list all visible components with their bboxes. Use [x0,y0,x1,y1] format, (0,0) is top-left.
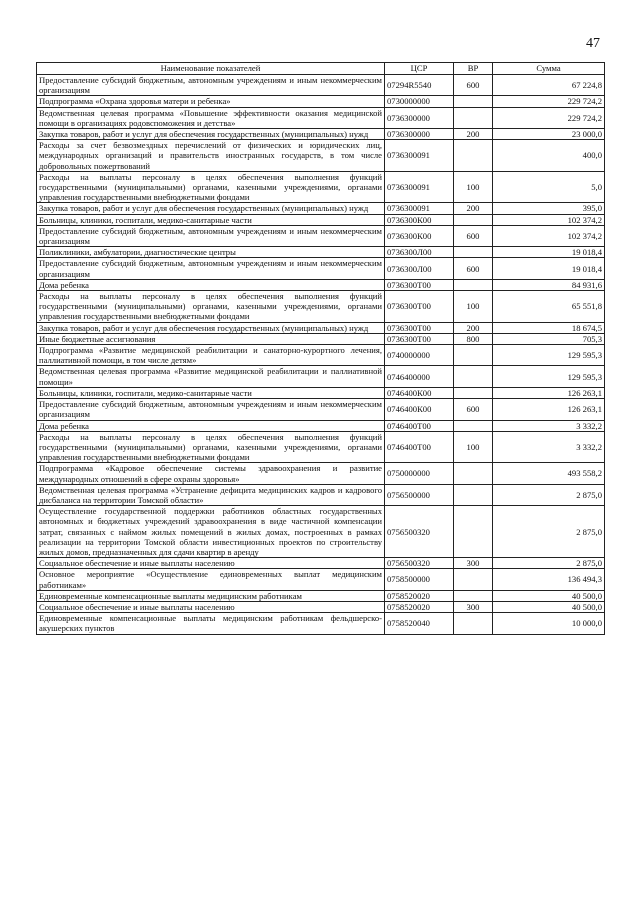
cell-csr: 0758520020 [385,601,454,612]
cell-csr: 0730000000 [385,96,454,107]
cell-vr [454,463,493,484]
cell-name: Больницы, клиники, госпитали, медико-санитарные части [37,387,385,398]
cell-csr: 0746400К00 [385,399,454,420]
cell-vr: 200 [454,203,493,214]
cell-name: Единовременные компенсационные выплаты медицинским работникам [37,590,385,601]
cell-csr: 0756500320 [385,558,454,569]
table-row [37,420,605,431]
cell-sum: 102 374,2 [493,214,605,225]
table-row [37,558,605,569]
cell-name: Осуществление государственной поддержки работников областных государственных автономных и бюджетных учреждений здравоохранения в виде частичной компенсации затрат, связанных с наймом жилых помещений в жилых домах, построенных в рамках реализации на территории Томской области инвестиционных проектов по строительству жилых домов, предназначенных для сдачи квартир в аренду [37,506,385,558]
cell-vr [454,140,493,172]
cell-vr [454,613,493,634]
cell-sum: 395,0 [493,203,605,214]
table-row [37,333,605,344]
cell-vr: 300 [454,558,493,569]
cell-csr: 0736300091 [385,140,454,172]
cell-name: Закупка товаров, работ и услуг для обеспечения государственных (муниципальных) нужд [37,129,385,140]
cell-name: Предоставление субсидий бюджетным, автономным учреждениям и иным некоммерческим организациям [37,75,385,96]
cell-vr [454,345,493,366]
cell-sum: 705,3 [493,333,605,344]
cell-sum: 84 931,6 [493,279,605,290]
cell-sum: 229 724,2 [493,96,605,107]
table-row [37,322,605,333]
cell-name: Поликлиники, амбулатории, диагностические центры [37,247,385,258]
table-body [37,75,605,635]
cell-sum: 2 875,0 [493,484,605,505]
cell-csr: 0736300000 [385,129,454,140]
cell-csr: 0740000000 [385,345,454,366]
cell-sum: 229 724,2 [493,107,605,128]
table-row [37,431,605,463]
cell-sum: 40 500,0 [493,601,605,612]
cell-name: Подпрограмма «Кадровое обеспечение системы здравоохранения и развитие международных отношений в сфере охраны здоровья» [37,463,385,484]
cell-vr [454,420,493,431]
cell-vr [454,590,493,601]
header-csr: ЦСР [385,63,454,75]
cell-csr: 0746400000 [385,366,454,387]
cell-name: Основное мероприятие «Осуществление единовременных выплат медицинским работникам» [37,569,385,590]
table-row [37,569,605,590]
cell-vr: 100 [454,171,493,203]
cell-name: Социальное обеспечение и иные выплаты населению [37,558,385,569]
cell-vr: 600 [454,75,493,96]
cell-name: Ведомственная целевая программа «Развитие медицинской реабилитации и паллиативной помощи» [37,366,385,387]
cell-name: Единовременные компенсационные выплаты медицинским работникам фельдшерско-акушерских пунктов [37,613,385,634]
table-row [37,247,605,258]
table-row [37,107,605,128]
table-row [37,613,605,634]
cell-csr: 0756500320 [385,506,454,558]
cell-vr: 100 [454,291,493,323]
table-row [37,96,605,107]
cell-vr: 600 [454,399,493,420]
cell-csr: 0756500000 [385,484,454,505]
table-row [37,484,605,505]
cell-csr: 07294R5540 [385,75,454,96]
cell-sum: 19 018,4 [493,247,605,258]
table-row [37,506,605,558]
cell-vr: 100 [454,431,493,463]
cell-vr [454,96,493,107]
table-row [37,601,605,612]
cell-csr: 0746400Т00 [385,431,454,463]
cell-csr: 0736300Т00 [385,322,454,333]
cell-csr: 0736300091 [385,203,454,214]
cell-sum: 126 263,1 [493,387,605,398]
table-row [37,366,605,387]
cell-csr: 0746400К00 [385,387,454,398]
cell-vr: 600 [454,258,493,279]
cell-sum: 129 595,3 [493,345,605,366]
cell-name: Иные бюджетные ассигнования [37,333,385,344]
cell-name: Ведомственная целевая программа «Повышение эффективности оказания медицинской помощи в организациях родовспоможения и детства» [37,107,385,128]
table-row [37,140,605,172]
cell-sum: 126 263,1 [493,399,605,420]
table-row [37,203,605,214]
cell-sum: 67 224,8 [493,75,605,96]
cell-sum: 40 500,0 [493,590,605,601]
table-row [37,399,605,420]
table-header-row [37,63,605,75]
cell-name: Больницы, клиники, госпитали, медико-санитарные части [37,214,385,225]
cell-vr: 800 [454,333,493,344]
header-vr: ВР [454,63,493,75]
header-name: Наименование показателей [37,63,385,75]
cell-csr: 0758520020 [385,590,454,601]
cell-sum: 23 000,0 [493,129,605,140]
cell-sum: 2 875,0 [493,558,605,569]
cell-sum: 3 332,2 [493,431,605,463]
table-row [37,171,605,203]
cell-vr [454,366,493,387]
cell-name: Закупка товаров, работ и услуг для обеспечения государственных (муниципальных) нужд [37,203,385,214]
cell-sum: 18 674,5 [493,322,605,333]
cell-name: Закупка товаров, работ и услуг для обеспечения государственных (муниципальных) нужд [37,322,385,333]
cell-name: Предоставление субсидий бюджетным, автономным учреждениям и иным некоммерческим организациям [37,399,385,420]
cell-csr: 0736300Т00 [385,333,454,344]
cell-vr [454,569,493,590]
cell-name: Предоставление субсидий бюджетным, автономным учреждениям и иным некоммерческим организациям [37,225,385,246]
cell-name: Социальное обеспечение и иные выплаты населению [37,601,385,612]
cell-vr: 300 [454,601,493,612]
cell-vr [454,107,493,128]
cell-sum: 400,0 [493,140,605,172]
cell-name: Подпрограмма «Развитие медицинской реабилитации и санаторно-курортного лечения, паллиативной помощи, в том числе детям» [37,345,385,366]
cell-csr: 0736300000 [385,107,454,128]
cell-csr: 0736300Л00 [385,247,454,258]
cell-name: Дома ребенка [37,420,385,431]
cell-csr: 0736300К00 [385,214,454,225]
table-row [37,258,605,279]
cell-csr: 0736300Т00 [385,291,454,323]
cell-vr: 200 [454,129,493,140]
cell-name: Ведомственная целевая программа «Устранение дефицита медицинских кадров и кадрового дисбаланса на территории Томской области» [37,484,385,505]
cell-sum: 2 875,0 [493,506,605,558]
cell-csr: 0746400Т00 [385,420,454,431]
table-row [37,75,605,96]
cell-sum: 102 374,2 [493,225,605,246]
cell-sum: 3 332,2 [493,420,605,431]
cell-name: Расходы на выплаты персоналу в целях обеспечения выполнения функций государственными (муниципальными) органами, казенными учреждениями, органами управления государственными внебюджетными фондами [37,291,385,323]
table-row [37,590,605,601]
table-row [37,129,605,140]
cell-vr [454,214,493,225]
cell-name: Расходы за счет безвозмездных перечислений от физических и юридических лиц, международных организаций и правительств иностранных государств, в том числе добровольных пожертвований [37,140,385,172]
cell-csr: 0750000000 [385,463,454,484]
cell-vr [454,484,493,505]
cell-name: Подпрограмма «Охрана здоровья матери и ребенка» [37,96,385,107]
cell-sum: 5,0 [493,171,605,203]
header-sum: Сумма [493,63,605,75]
cell-csr: 0736300Л00 [385,258,454,279]
cell-csr: 0758500000 [385,569,454,590]
cell-vr [454,247,493,258]
table-row [37,463,605,484]
table-row [37,387,605,398]
table-row [37,214,605,225]
cell-sum: 19 018,4 [493,258,605,279]
cell-name: Дома ребенка [37,279,385,290]
cell-sum: 493 558,2 [493,463,605,484]
table-row [37,345,605,366]
cell-name: Предоставление субсидий бюджетным, автономным учреждениям и иным некоммерческим организациям [37,258,385,279]
cell-sum: 136 494,3 [493,569,605,590]
cell-csr: 0736300К00 [385,225,454,246]
table-row [37,279,605,290]
budget-table [36,62,605,635]
cell-name: Расходы на выплаты персоналу в целях обеспечения выполнения функций государственными (муниципальными) органами, казенными учреждениями, органами управления государственными внебюджетными фондами [37,171,385,203]
cell-vr: 600 [454,225,493,246]
cell-name: Расходы на выплаты персоналу в целях обеспечения выполнения функций государственными (муниципальными) органами, казенными учреждениями, органами управления государственными внебюджетными фондами [37,431,385,463]
cell-csr: 0736300Т00 [385,279,454,290]
cell-sum: 10 000,0 [493,613,605,634]
cell-csr: 0736300091 [385,171,454,203]
cell-vr [454,279,493,290]
cell-csr: 0758520040 [385,613,454,634]
page-number: 47 [586,36,600,51]
cell-vr [454,506,493,558]
cell-sum: 129 595,3 [493,366,605,387]
cell-sum: 65 551,8 [493,291,605,323]
table-row [37,225,605,246]
cell-vr: 200 [454,322,493,333]
table-row [37,291,605,323]
cell-vr [454,387,493,398]
